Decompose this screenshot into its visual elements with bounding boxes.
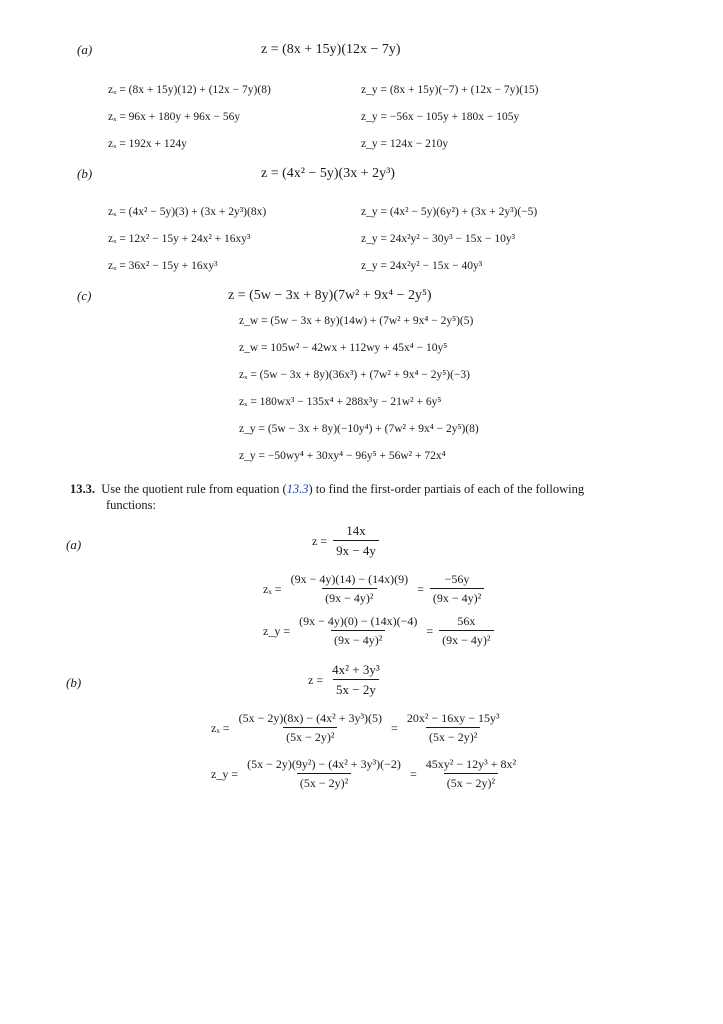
question-b-zy-result (423, 757, 519, 791)
part-a-left-line-2: zₓ = 96x + 180y + 96x − 56y (108, 111, 241, 123)
part-a-left-line-1: zₓ = (8x + 15y)(12) + (12x − 7y)(8) (108, 84, 271, 96)
question-a-zy-equals: = (426, 623, 434, 638)
part-b-right-line-1: z_y = (4x² − 5y)(6y²) + (3x + 2y³)(−5) (361, 206, 538, 218)
part-c-line-3: zₓ = (5w − 3x + 8y)(36x³) + (7w² + 9x⁴ − 2y⁵)(−3) (239, 369, 470, 381)
part-b-right-line-3: z_y = 24x²y² − 15x − 40y³ (361, 260, 483, 272)
question-a-zx-equals: = (417, 581, 424, 596)
question-b-z-numerator: 4x² + 3y³ (332, 662, 380, 677)
question-a-z-lhs: z = (312, 533, 328, 548)
question-b-zx (211, 711, 503, 745)
problem-text-before: Use the quotient rule from equation ( (101, 482, 287, 496)
part-a-right-line-3: z_y = 124x − 210y (361, 138, 449, 150)
part-b-equation: z = (4x² − 5y)(3x + 2y³) (261, 166, 395, 181)
part-a-left-line-3: zₓ = 192x + 124y (108, 138, 187, 150)
question-a-zx-numerator: (9x − 4y)(14) − (14x)(9) (290, 572, 409, 586)
question-b-zx-result (404, 711, 503, 745)
question-a-zy-lhs: z_y = (263, 623, 291, 638)
question-a-zx-result-numerator: −56y (444, 572, 470, 586)
problem-text-after: ) to find the first-order partiais of each of the following (308, 482, 585, 496)
question-a-zx-result (430, 572, 484, 606)
part-c-line-2: z_w = 105w² − 42wx + 112wy + 45x⁴ − 10y⁵ (239, 342, 448, 354)
question-b-zy-lhs: z_y = (211, 766, 239, 781)
question-a-z-fraction (333, 523, 379, 559)
question-a-label: (a) (66, 537, 82, 552)
part-b-right-line-2: z_y = 24x²y² − 30y³ − 15x − 10y³ (361, 233, 516, 245)
problem-number: 13.3. (70, 482, 95, 496)
question-b-zy-equals: = (409, 766, 417, 781)
question-a-zy-result-denominator: (9x − 4y)² (439, 630, 493, 648)
question-b-zy-numerator: (5x − 2y)(9y²) − (4x² + 3y³)(−2) (247, 757, 401, 771)
part-a-right-line-1: z_y = (8x + 15y)(−7) + (12x − 7y)(15) (361, 84, 539, 96)
question-b-zx-fraction (236, 711, 385, 745)
question-a-zy-denominator: (9x − 4y)² (331, 630, 385, 648)
part-a-label: (a) (77, 42, 93, 57)
part-c-equation: z = (5w − 3x + 8y)(7w² + 9x⁴ − 2y⁵) (228, 288, 432, 303)
question-a-zy-fraction (296, 614, 420, 648)
question-b-function (308, 662, 383, 698)
part-a-equation: z = (8x + 15y)(12x − 7y) (261, 42, 401, 57)
question-a-zy-numerator: (9x − 4y)(0) − (14x)(−4) (299, 614, 418, 628)
question-b-zy-result-numerator: 45xy² − 12y³ + 8x² (425, 757, 517, 771)
question-a-function (312, 523, 379, 559)
part-a-right-line-2: z_y = −56x − 105y + 180x − 105y (361, 111, 520, 123)
question-a-zx (263, 572, 484, 606)
question-b-zy (211, 757, 519, 791)
question-a-zx-fraction (288, 572, 412, 606)
question-a-z-numerator: 14x (346, 523, 366, 538)
question-a-zx-denominator: (9x − 4y)² (322, 588, 376, 606)
question-b-zx-lhs: zₓ = (211, 720, 230, 735)
part-c-label: (c) (77, 288, 92, 303)
question-b-zx-equals: = (391, 720, 398, 735)
part-c-line-5: z_y = (5w − 3x + 8y)(−10y⁴) + (7w² + 9x⁴ − 2y⁵)(8) (239, 423, 479, 435)
part-b-left-line-3: zₓ = 36x² − 15y + 16xy³ (108, 260, 218, 272)
question-b-zy-result-denominator: (5x − 2y)² (444, 773, 498, 791)
problem-heading (70, 482, 584, 497)
question-b-z-lhs: z = (308, 672, 324, 687)
part-b-label: (b) (77, 166, 93, 181)
question-b-zy-denominator: (5x − 2y)² (297, 773, 351, 791)
part-b-left-line-2: zₓ = 12x² − 15y + 24x² + 16xy³ (108, 233, 251, 245)
question-a-zy-result (439, 614, 493, 648)
question-b-z-fraction (329, 662, 383, 698)
part-c-line-6: z_y = −50wy⁴ + 30xy⁴ − 96y⁵ + 56w² + 72x⁴ (239, 450, 446, 462)
part-c-line-1: z_w = (5w − 3x + 8y)(14w) + (7w² + 9x⁴ − 2y⁵)(5) (239, 315, 474, 327)
question-b-zy-fraction (244, 757, 404, 791)
equation-reference-link[interactable]: 13.3 (286, 482, 309, 496)
question-a-zx-lhs: zₓ = (263, 581, 282, 596)
question-a-zy-result-numerator: 56x (457, 614, 476, 628)
part-b-left-line-1: zₓ = (4x² − 5y)(3) + (3x + 2y³)(8x) (108, 206, 267, 218)
question-a-zy (263, 614, 494, 648)
question-b-z-denominator: 5x − 2y (333, 679, 379, 698)
question-b-zx-result-numerator: 20x² − 16xy − 15y³ (406, 711, 500, 725)
question-b-zx-result-denominator: (5x − 2y)² (426, 727, 480, 745)
question-b-label: (b) (66, 675, 82, 690)
question-b-zx-denominator: (5x − 2y)² (283, 727, 337, 745)
question-a-z-denominator: 9x − 4y (333, 540, 379, 559)
problem-text-line-2: functions: (106, 498, 156, 512)
part-c-line-4: zₓ = 180wx³ − 135x⁴ + 288x³y − 21w² + 6y⁵ (239, 396, 442, 408)
question-b-zx-numerator: (5x − 2y)(8x) − (4x² + 3y³)(5) (238, 711, 383, 725)
question-a-zx-result-denominator: (9x − 4y)² (430, 588, 484, 606)
